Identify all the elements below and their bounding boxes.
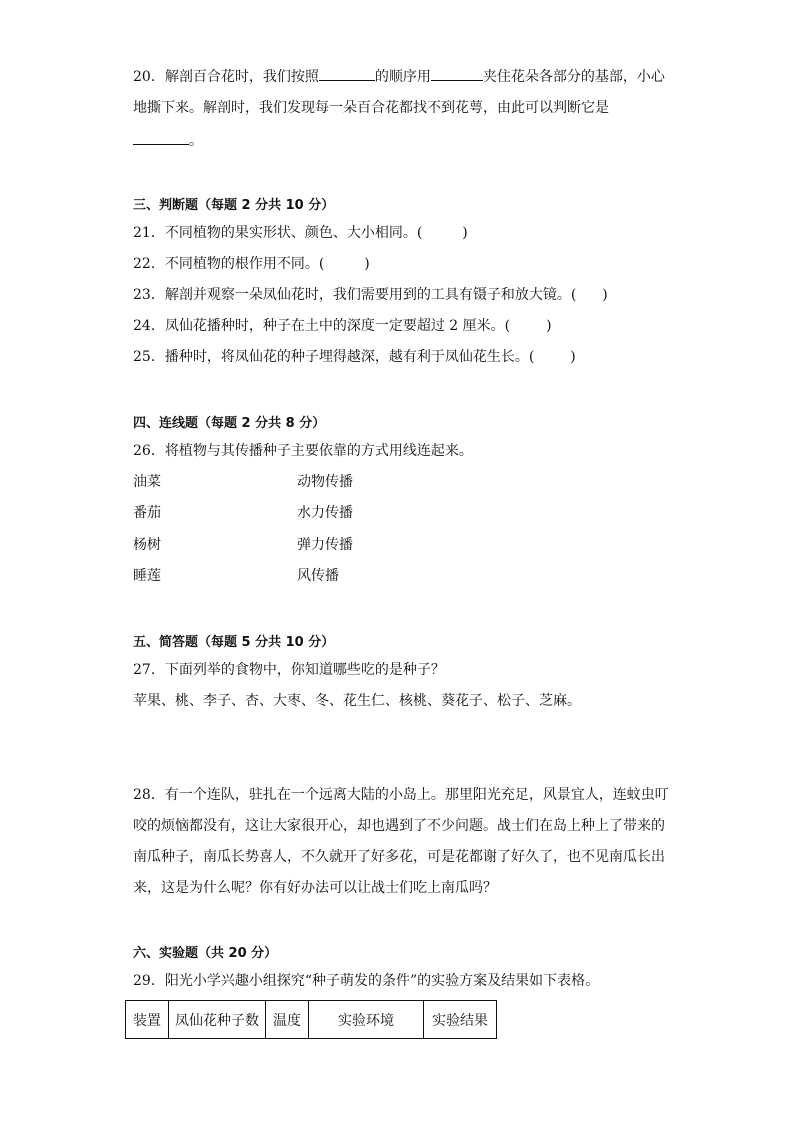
table-header-cell: 装置: [126, 1001, 169, 1039]
section4-heading: 四、连线题（每题 2 分共 8 分）: [133, 416, 326, 431]
q21: [133, 223, 468, 243]
plant-item[interactable]: 睡莲: [133, 568, 161, 584]
q20-line2: 地撕下来。解剖时，我们发现每一朵百合花都找不到花萼，由此可以判断它是: [133, 100, 609, 116]
q25-close-paren: ): [570, 349, 576, 365]
q29-text: 29．阳光小学兴趣小组探究“种子萌发的条件”的实验方案及结果如下表格。: [133, 973, 600, 989]
q24: [133, 316, 552, 336]
dispersal-item[interactable]: 水力传播: [297, 505, 353, 521]
section3-heading: 三、判断题（每题 2 分共 10 分）: [133, 198, 335, 213]
q23-close-paren: ): [602, 287, 608, 303]
q20-text-part3: 夹住花朵各部分的基部，小心: [482, 69, 665, 85]
q22-text: 22．不同植物的根作用不同。: [133, 256, 319, 272]
plant-item[interactable]: 番茄: [133, 505, 161, 521]
q28-line: 南瓜种子，南瓜长势喜人，不久就开了好多花，可是花都谢了好久了，也不见南瓜长出: [133, 849, 665, 865]
table-header-cell: 温度: [266, 1001, 309, 1039]
table-header-row: [126, 1001, 497, 1039]
experiment-table: [125, 1000, 497, 1039]
dispersal-item[interactable]: 弹力传播: [297, 537, 353, 553]
q20-blank-2[interactable]: [431, 66, 483, 81]
q28-line: 来，这是为什么呢？你有好办法可以让战士们吃上南瓜吗？: [133, 880, 497, 896]
q22-close-paren: ): [364, 256, 370, 272]
q20-end: 。: [189, 133, 203, 149]
q20-text-part1: 20．解剖百合花时，我们按照: [133, 69, 319, 85]
q27-food-list: 苹果、桃、李子、杏、大枣、冬、花生仁、核桃、葵花子、松子、芝麻。: [133, 693, 581, 709]
q20-line1: [133, 66, 665, 87]
dispersal-item[interactable]: 风传播: [297, 568, 339, 584]
q25: [133, 347, 576, 367]
q23: [133, 285, 608, 305]
q20-blank-1[interactable]: [319, 66, 375, 81]
q28-line: 28．有一个连队，驻扎在一个远离大陆的小岛上。那里阳光充足，风景宜人，连蚊虫叮: [133, 787, 669, 803]
q25-text: 25．播种时，将凤仙花的种子埋得越深，越有利于凤仙花生长。: [133, 349, 529, 365]
dispersal-item[interactable]: 动物传播: [297, 474, 353, 490]
q23-open-paren: (: [570, 287, 577, 303]
q27-text: 27．下面列举的食物中，你知道哪些吃的是种子？: [133, 662, 445, 678]
section6-heading: 六、实验题（共 20 分）: [133, 946, 278, 961]
q20-blank-3[interactable]: [133, 130, 189, 145]
q21-text: 21．不同植物的果实形状、颜色、大小相同。: [133, 225, 417, 241]
plant-item[interactable]: 油菜: [133, 474, 161, 490]
q21-open-paren: (: [416, 225, 423, 241]
q24-text: 24．凤仙花播种时，种子在土中的深度一定要超过 2 厘米。: [133, 318, 505, 334]
section5-heading: 五、简答题（每题 5 分共 10 分）: [133, 635, 335, 650]
q24-open-paren: (: [504, 318, 511, 334]
q20-line3: [133, 130, 203, 151]
q25-open-paren: (: [528, 349, 535, 365]
table-header-cell: 凤仙花种子数: [169, 1001, 266, 1039]
q22-open-paren: (: [318, 256, 325, 272]
q21-close-paren: ): [462, 225, 468, 241]
q23-text: 23．解剖并观察一朵凤仙花时，我们需要用到的工具有镊子和放大镜。: [133, 287, 571, 303]
q20-text-part2: 的顺序用: [374, 69, 431, 85]
plant-item[interactable]: 杨树: [133, 537, 161, 553]
table-header-cell: 实验环境: [309, 1001, 424, 1039]
q28-line: 咬的烦恼都没有，这让大家很开心，却也遇到了不少问题。战士们在岛上种上了带来的: [133, 818, 665, 834]
q22: [133, 254, 370, 274]
q24-close-paren: ): [546, 318, 552, 334]
q26-text: 26．将植物与其传播种子主要依靠的方式用线连起来。: [133, 443, 473, 459]
table-header-cell: 实验结果: [424, 1001, 497, 1039]
